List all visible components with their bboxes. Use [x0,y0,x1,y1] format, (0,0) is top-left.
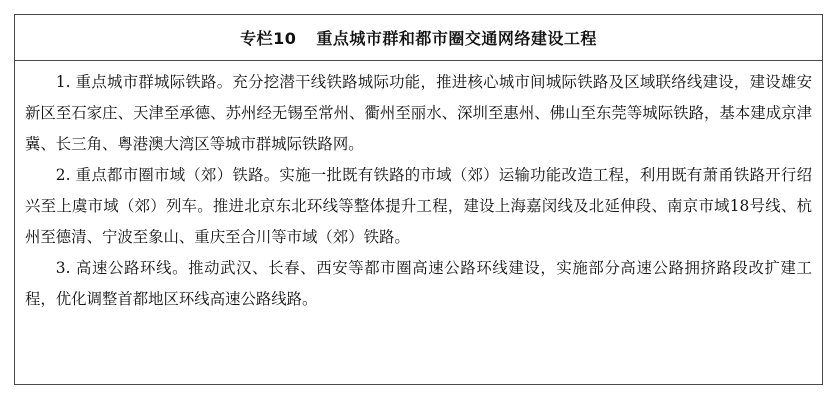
box-title-text: 重点城市群和都市圈交通网络建设工程 [316,29,597,48]
item-number: 2. [55,166,71,184]
box-content [15,61,822,315]
list-item-2 [25,160,812,253]
item-body: 实施一批既有铁路的市域（郊）运输功能改造工程，利用既有萧甬铁路开行绍兴至上虞市域（郊）列车。推进北京东北环线等整体提升工程，建设上海嘉闵线及北延伸段、南京市域18号线、杭州至德清、宁波至象山、重庆至合川等市域（郊）铁路。 [25,166,812,246]
box-header [15,15,822,61]
item-number: 3. [55,259,71,277]
feature-box [14,14,823,385]
item-number: 1. [55,73,71,91]
item-heading: 重点都市圈市域（郊）铁路。 [75,166,280,184]
item-body: 充分挖潜干线铁路城际功能，推进核心城市间城际铁路及区域联络线建设，建设雄安新区至石家庄、天津至承德、苏州经无锡至常州、衢州至丽水、深圳至惠州、佛山至东莞等城际铁路，基本建成京津冀、长三角、粤港澳大湾区等城市群城际铁路网。 [25,73,812,153]
item-heading: 重点城市群城际铁路。 [75,73,233,91]
list-item-3 [25,253,812,315]
box-title [240,26,597,49]
item-heading: 高速公路环线。 [76,259,189,277]
item-body: 推动武汉、长春、西安等都市圈高速公路环线建设，实施部分高速公路拥挤路段改扩建工程，优化调整首都地区环线高速公路线路。 [25,259,812,308]
box-title-number: 专栏10 [240,29,297,48]
list-item-1 [25,67,812,160]
